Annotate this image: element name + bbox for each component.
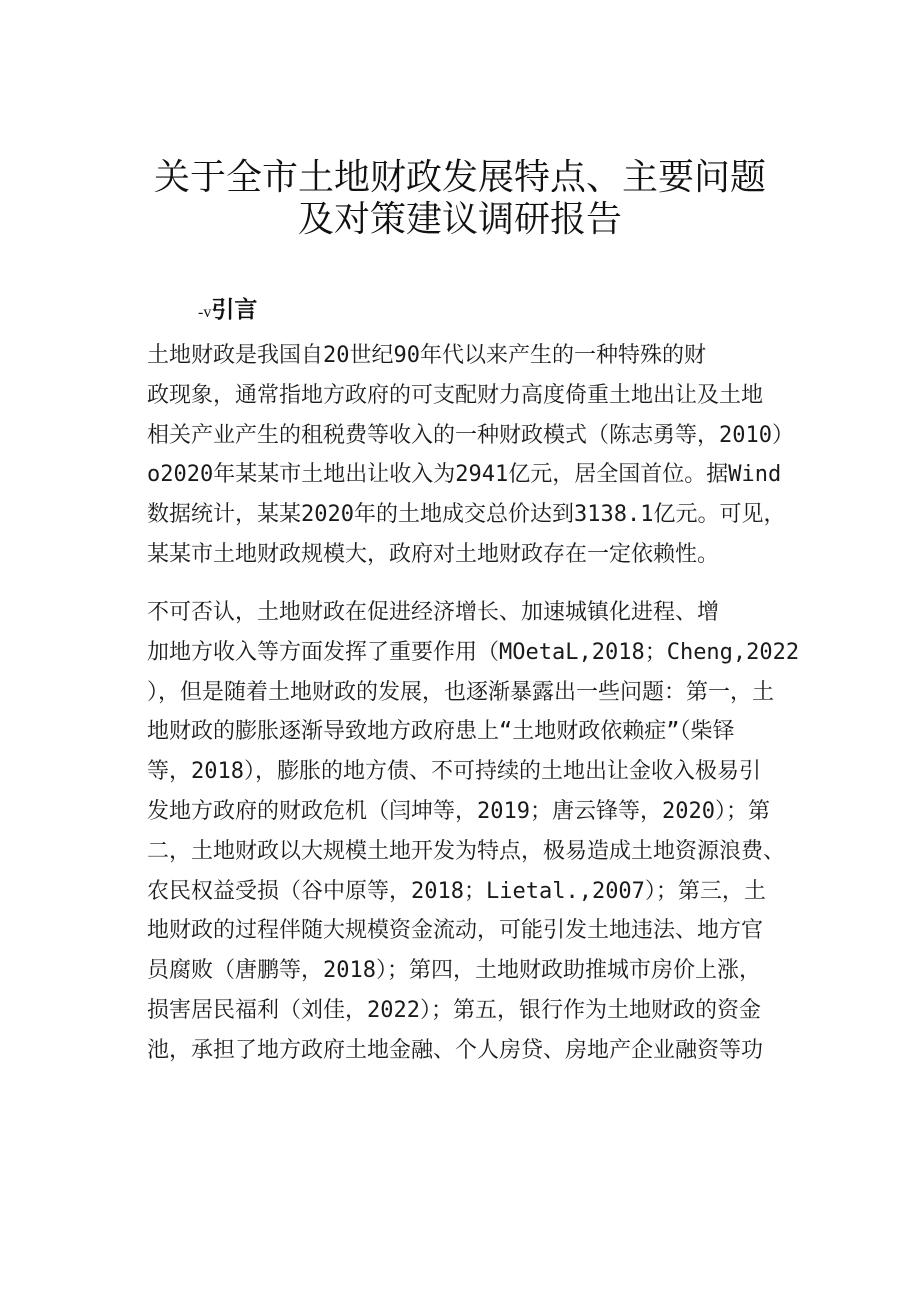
document-title-line-2: 及对策建议调研报告 bbox=[297, 199, 622, 240]
paragraph-1 bbox=[147, 336, 807, 575]
paragraph-line: 相关产业产生的租税费等收入的一种财政模式（陈志勇等，2010） bbox=[147, 422, 794, 448]
paragraph-line: 池，承担了地方政府土地金融、个人房贷、房地产企业融资等功 bbox=[147, 1037, 764, 1063]
paragraph-line: 地财政的膨胀逐渐导致地方政府患上“土地财政依赖症”（柴铎 bbox=[147, 719, 735, 745]
section-heading-number: -v bbox=[198, 304, 212, 321]
paragraph-line: 员腐败（唐鹏等，2018）；第四，土地财政助推城市房价上涨， bbox=[147, 958, 761, 984]
paragraph-line: 不可否认，土地财政在促进经济增长、加速城镇化进程、增 bbox=[147, 600, 720, 625]
paragraph-line: 农民权益受损（谷中原等，2018；Lietal.,2007）；第三，土 bbox=[147, 878, 766, 904]
paragraph-line: 地财政的过程伴随大规模资金流动，可能引发土地违法、地方官 bbox=[147, 918, 764, 944]
paragraph-line: 某某市土地财政规模大，政府对土地财政存在一定依赖性。 bbox=[147, 541, 720, 567]
section-heading-text: 引言 bbox=[211, 297, 258, 323]
paragraph-line: ），但是随着土地财政的发展，也逐渐暴露出一些问题：第一，土 bbox=[147, 679, 775, 705]
paragraph-line: 土地财政是我国自20世纪90年代以来产生的一种特殊的财 bbox=[147, 343, 706, 368]
paragraph-line: 损害居民福利（刘佳，2022）；第五，银行作为土地财政的资金 bbox=[147, 997, 761, 1023]
paragraph-line: 数据统计，某某2020年的土地成交总价达到3138.1亿元。可见， bbox=[147, 502, 786, 528]
paragraph-line: 政现象，通常指地方政府的可支配财力高度倚重土地出让及土地 bbox=[147, 382, 764, 408]
document-title-line-1: 关于全市土地财政发展特点、主要问题 bbox=[153, 157, 766, 198]
paragraph-line: 发地方政府的财政危机（闫坤等，2019；唐云锋等，2020）；第 bbox=[147, 798, 770, 824]
paragraph-line: 等，2018），膨胀的地方债、不可持续的土地出让金收入极易引 bbox=[147, 759, 761, 785]
paragraph-line: 二，土地财政以大规模土地开发为特点，极易造成土地资源浪费、 bbox=[147, 838, 786, 864]
paragraph-line: 加地方收入等方面发挥了重要作用（MOetaL,2018；Cheng,2022 bbox=[147, 639, 800, 665]
paragraph-2 bbox=[147, 593, 807, 1071]
section-heading bbox=[198, 293, 257, 327]
paragraph-line: o2020年某某市土地出让收入为2941亿元，居全国首位。据Wind bbox=[147, 462, 782, 488]
